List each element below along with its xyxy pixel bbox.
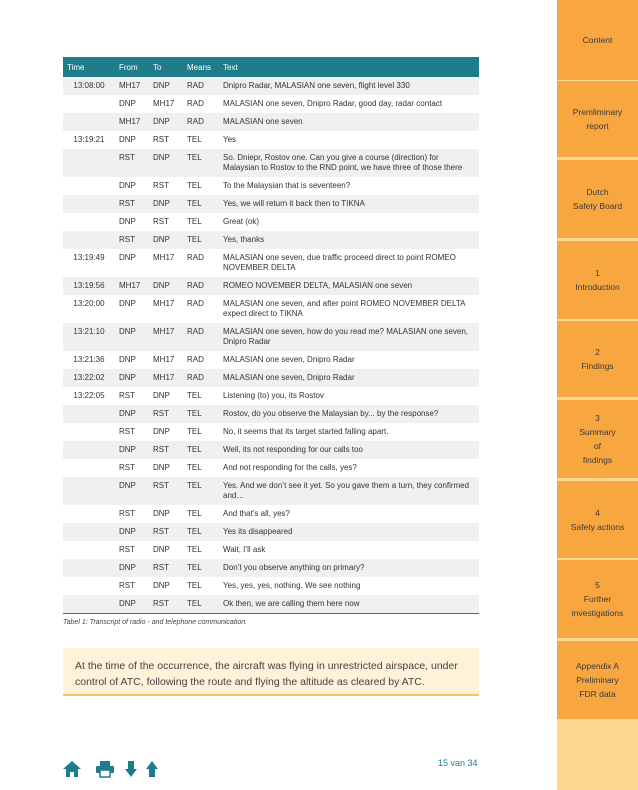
cell-text: Yes, yes, yes, nothing. We see nothing: [219, 577, 479, 595]
sidebar-item-label: report: [586, 121, 609, 131]
cell-from: DNP: [115, 95, 149, 113]
cell-time: [63, 459, 115, 477]
column-header-text: Text: [219, 57, 479, 77]
cell-time: [63, 405, 115, 423]
cell-time: [63, 441, 115, 459]
cell-means: TEL: [183, 131, 219, 149]
cell-time: [63, 523, 115, 541]
cell-time: [63, 541, 115, 559]
callout-text: At the time of the occurrence, the aircraft was flying in unrestricted airspace, under control of ATC, following the route and flying the altitude as cleared by ATC.: [75, 660, 458, 688]
cell-from: DNP: [115, 405, 149, 423]
sidebar-item-label: Summary: [579, 427, 616, 437]
sidebar-item-label: Findings: [581, 361, 614, 371]
cell-means: TEL: [183, 231, 219, 249]
cell-time: [63, 95, 115, 113]
cell-from: DNP: [115, 323, 149, 351]
page-number: 15 van 34: [438, 758, 478, 768]
cell-to: RST: [149, 405, 183, 423]
cell-time: [63, 577, 115, 595]
cell-text: And that’s all, yes?: [219, 505, 479, 523]
print-button[interactable]: [95, 760, 115, 778]
cell-to: DNP: [149, 541, 183, 559]
table-row: [63, 577, 479, 595]
cell-to: DNP: [149, 113, 183, 131]
sidebar-item-label: 4: [595, 507, 600, 518]
table-row: [63, 559, 479, 577]
cell-from: RST: [115, 459, 149, 477]
cell-from: RST: [115, 577, 149, 595]
previous-page-button[interactable]: [145, 760, 159, 778]
table-row: [63, 323, 479, 351]
cell-from: DNP: [115, 523, 149, 541]
cell-means: TEL: [183, 441, 219, 459]
sidebar-item-label: 3: [595, 413, 600, 423]
cell-to: DNP: [149, 577, 183, 595]
cell-from: DNP: [115, 559, 149, 577]
cell-from: DNP: [115, 441, 149, 459]
table-row: [63, 459, 479, 477]
cell-text: Ok then, we are calling them here now: [219, 595, 479, 614]
cell-to: DNP: [149, 277, 183, 295]
cell-to: MH17: [149, 249, 183, 277]
table-row: [63, 523, 479, 541]
cell-time: [63, 505, 115, 523]
cell-text: Well, its not responding for our calls too: [219, 441, 479, 459]
home-icon: [62, 760, 82, 778]
cell-means: RAD: [183, 95, 219, 113]
table-row: [63, 595, 479, 614]
cell-means: RAD: [183, 77, 219, 95]
arrow-down-icon: [124, 760, 138, 778]
cell-time: [63, 113, 115, 131]
table-row: [63, 213, 479, 231]
cell-time: 13:21:10: [63, 323, 115, 351]
cell-to: RST: [149, 131, 183, 149]
cell-means: TEL: [183, 523, 219, 541]
sidebar-item-introduction[interactable]: [557, 241, 638, 319]
cell-from: RST: [115, 149, 149, 177]
cell-text: Yes its disappeared: [219, 523, 479, 541]
sidebar-item-label: investigations: [571, 608, 624, 618]
cell-time: [63, 477, 115, 505]
sidebar-item-label: 1: [595, 268, 600, 278]
cell-to: MH17: [149, 351, 183, 369]
cell-means: TEL: [183, 195, 219, 213]
cell-time: 13:20:00: [63, 295, 115, 323]
cell-time: [63, 423, 115, 441]
table-row: [63, 195, 479, 213]
cell-text: MALASIAN one seven, Dnipro Radar: [219, 351, 479, 369]
sidebar-item-label: Premliminary: [572, 107, 623, 117]
cell-to: DNP: [149, 231, 183, 249]
cell-time: 13:21:36: [63, 351, 115, 369]
cell-to: DNP: [149, 149, 183, 177]
home-button[interactable]: [62, 760, 82, 778]
cell-means: TEL: [183, 177, 219, 195]
sidebar-item-label: FDR data: [579, 689, 616, 699]
table-row: [63, 77, 479, 95]
cell-means: RAD: [183, 295, 219, 323]
column-header-time: Time: [63, 57, 115, 77]
cell-time: 13:19:56: [63, 277, 115, 295]
column-header-from: From: [115, 57, 149, 77]
cell-means: RAD: [183, 351, 219, 369]
cell-means: TEL: [183, 577, 219, 595]
transcript-table-container: [63, 57, 479, 614]
cell-means: TEL: [183, 213, 219, 231]
sidebar-item-further-investigations[interactable]: [557, 560, 638, 638]
cell-means: RAD: [183, 277, 219, 295]
cell-time: 13:08:00: [63, 77, 115, 95]
cell-text: Rostov, do you observe the Malaysian by... by the response?: [219, 405, 479, 423]
sidebar-item-label: findings: [582, 455, 613, 465]
cell-to: DNP: [149, 505, 183, 523]
sidebar-item-content[interactable]: [557, 0, 638, 80]
cell-to: DNP: [149, 77, 183, 95]
sidebar-item-preliminary-report[interactable]: [557, 81, 638, 157]
sidebar-item-label: Appendix A: [575, 661, 619, 671]
column-header-to: To: [149, 57, 183, 77]
cell-text: Don’t you observe anything on primary?: [219, 559, 479, 577]
sidebar-item-label: Safety Board: [572, 201, 623, 211]
cell-to: RST: [149, 177, 183, 195]
sidebar-item-label: of: [593, 441, 602, 451]
cell-means: RAD: [183, 369, 219, 387]
cell-time: [63, 195, 115, 213]
callout-box: [63, 648, 479, 696]
cell-to: MH17: [149, 323, 183, 351]
cell-to: MH17: [149, 95, 183, 113]
cell-to: DNP: [149, 387, 183, 405]
arrow-up-icon: [145, 760, 159, 778]
cell-text: Great (ok): [219, 213, 479, 231]
cell-from: DNP: [115, 595, 149, 614]
cell-means: TEL: [183, 423, 219, 441]
table-row: [63, 131, 479, 149]
cell-from: DNP: [115, 351, 149, 369]
cell-means: TEL: [183, 595, 219, 614]
cell-text: Dnipro Radar, MALASIAN one seven, flight level 330: [219, 77, 479, 95]
table-row: [63, 95, 479, 113]
sidebar-item-appendix-a[interactable]: [557, 641, 638, 719]
cell-to: MH17: [149, 295, 183, 323]
cell-time: 13:22:02: [63, 369, 115, 387]
cell-from: RST: [115, 387, 149, 405]
cell-from: RST: [115, 505, 149, 523]
cell-to: RST: [149, 559, 183, 577]
table-row: [63, 477, 479, 505]
cell-from: DNP: [115, 295, 149, 323]
cell-means: TEL: [183, 405, 219, 423]
cell-to: DNP: [149, 195, 183, 213]
cell-means: TEL: [183, 387, 219, 405]
table-row: [63, 541, 479, 559]
cell-text: MALASIAN one seven, Dnipro Radar, good day, radar contact: [219, 95, 479, 113]
cell-means: TEL: [183, 477, 219, 505]
cell-text: MALASIAN one seven: [219, 113, 479, 131]
cell-text: No, it seems that its target started falling apart.: [219, 423, 479, 441]
cell-means: TEL: [183, 149, 219, 177]
cell-text: Yes, thanks: [219, 231, 479, 249]
table-header-row: [63, 57, 479, 77]
sidebar-item-label: Dutch: [586, 187, 609, 197]
table-row: [63, 277, 479, 295]
cell-time: 13:19:21: [63, 131, 115, 149]
cell-means: TEL: [183, 541, 219, 559]
cell-from: RST: [115, 195, 149, 213]
cell-time: [63, 559, 115, 577]
table-row: [63, 249, 479, 277]
cell-from: RST: [115, 541, 149, 559]
cell-time: [63, 177, 115, 195]
cell-text: MALASIAN one seven, Dnipro Radar: [219, 369, 479, 387]
sidebar-item-label: Introduction: [575, 282, 620, 292]
cell-to: RST: [149, 595, 183, 614]
cell-from: DNP: [115, 213, 149, 231]
table-row: [63, 177, 479, 195]
cell-from: DNP: [115, 177, 149, 195]
cell-from: MH17: [115, 77, 149, 95]
table-row: [63, 369, 479, 387]
cell-time: 13:22:05: [63, 387, 115, 405]
column-header-means: Means: [183, 57, 219, 77]
cell-to: RST: [149, 213, 183, 231]
table-row: [63, 387, 479, 405]
cell-means: TEL: [183, 459, 219, 477]
table-caption: Tabel 1: Transcript of radio - and telephone communication.: [63, 619, 248, 626]
cell-from: RST: [115, 231, 149, 249]
cell-time: [63, 213, 115, 231]
cell-text: Yes. And we don’t see it yet. So you gave them a turn, they confirmed and…: [219, 477, 479, 505]
cell-from: MH17: [115, 113, 149, 131]
cell-to: RST: [149, 523, 183, 541]
print-icon: [95, 760, 115, 778]
cell-to: DNP: [149, 423, 183, 441]
sidebar-item-summary-of-findings[interactable]: [557, 400, 638, 478]
table-row: [63, 113, 479, 131]
sidebar-item-safety-actions[interactable]: [557, 481, 638, 558]
cell-text: MALASIAN one seven, and after point ROMEO NOVEMBER DELTA expect direct to TIKNA: [219, 295, 479, 323]
cell-text: Wait, I’ll ask: [219, 541, 479, 559]
cell-text: MALASIAN one seven, due traffic proceed direct to point ROMEO NOVEMBER DELTA: [219, 249, 479, 277]
table-row: [63, 405, 479, 423]
cell-means: RAD: [183, 113, 219, 131]
cell-to: MH17: [149, 369, 183, 387]
cell-time: [63, 595, 115, 614]
sidebar-item-label: Further: [583, 594, 612, 604]
cell-text: Yes, we will return it back then to TIKNA: [219, 195, 479, 213]
cell-means: TEL: [183, 559, 219, 577]
cell-to: RST: [149, 477, 183, 505]
cell-from: MH17: [115, 277, 149, 295]
sidebar-item-label: 2: [595, 347, 600, 357]
table-row: [63, 441, 479, 459]
cell-text: And not responding for the calls, yes?: [219, 459, 479, 477]
cell-from: DNP: [115, 477, 149, 505]
table-row: [63, 149, 479, 177]
sidebar-item-dutch-safety-board[interactable]: [557, 160, 638, 238]
table-row: [63, 505, 479, 523]
cell-to: DNP: [149, 459, 183, 477]
sidebar-item-label: 5: [595, 580, 600, 590]
cell-means: RAD: [183, 249, 219, 277]
cell-time: [63, 149, 115, 177]
cell-means: RAD: [183, 323, 219, 351]
cell-text: Yes: [219, 131, 479, 149]
sidebar-item-findings[interactable]: [557, 321, 638, 397]
next-page-button[interactable]: [124, 760, 138, 778]
cell-to: RST: [149, 441, 183, 459]
cell-text: MALASIAN one seven, how do you read me? MALASIAN one seven, Dnipro Radar: [219, 323, 479, 351]
cell-from: DNP: [115, 249, 149, 277]
cell-time: [63, 231, 115, 249]
table-row: [63, 231, 479, 249]
sidebar-item-label: Safety actions: [570, 521, 625, 532]
table-row: [63, 423, 479, 441]
sidebar-item-label: Content: [582, 35, 613, 45]
cell-means: TEL: [183, 505, 219, 523]
cell-from: DNP: [115, 369, 149, 387]
cell-text: Listening (to) you, its Rostov: [219, 387, 479, 405]
cell-from: DNP: [115, 131, 149, 149]
transcript-table: [63, 57, 479, 614]
cell-time: 13:19:49: [63, 249, 115, 277]
cell-text: To the Malaysian that is seventeen?: [219, 177, 479, 195]
cell-text: So. Dniepr, Rostov one. Can you give a course (direction) for Malaysian to Rostov to the RND point, we have three of those there: [219, 149, 479, 177]
sidebar-item-label: Preliminary: [576, 675, 619, 685]
cell-from: RST: [115, 423, 149, 441]
table-row: [63, 295, 479, 323]
cell-text: ROMEO NOVEMBER DELTA, MALASIAN one seven: [219, 277, 479, 295]
table-row: [63, 351, 479, 369]
